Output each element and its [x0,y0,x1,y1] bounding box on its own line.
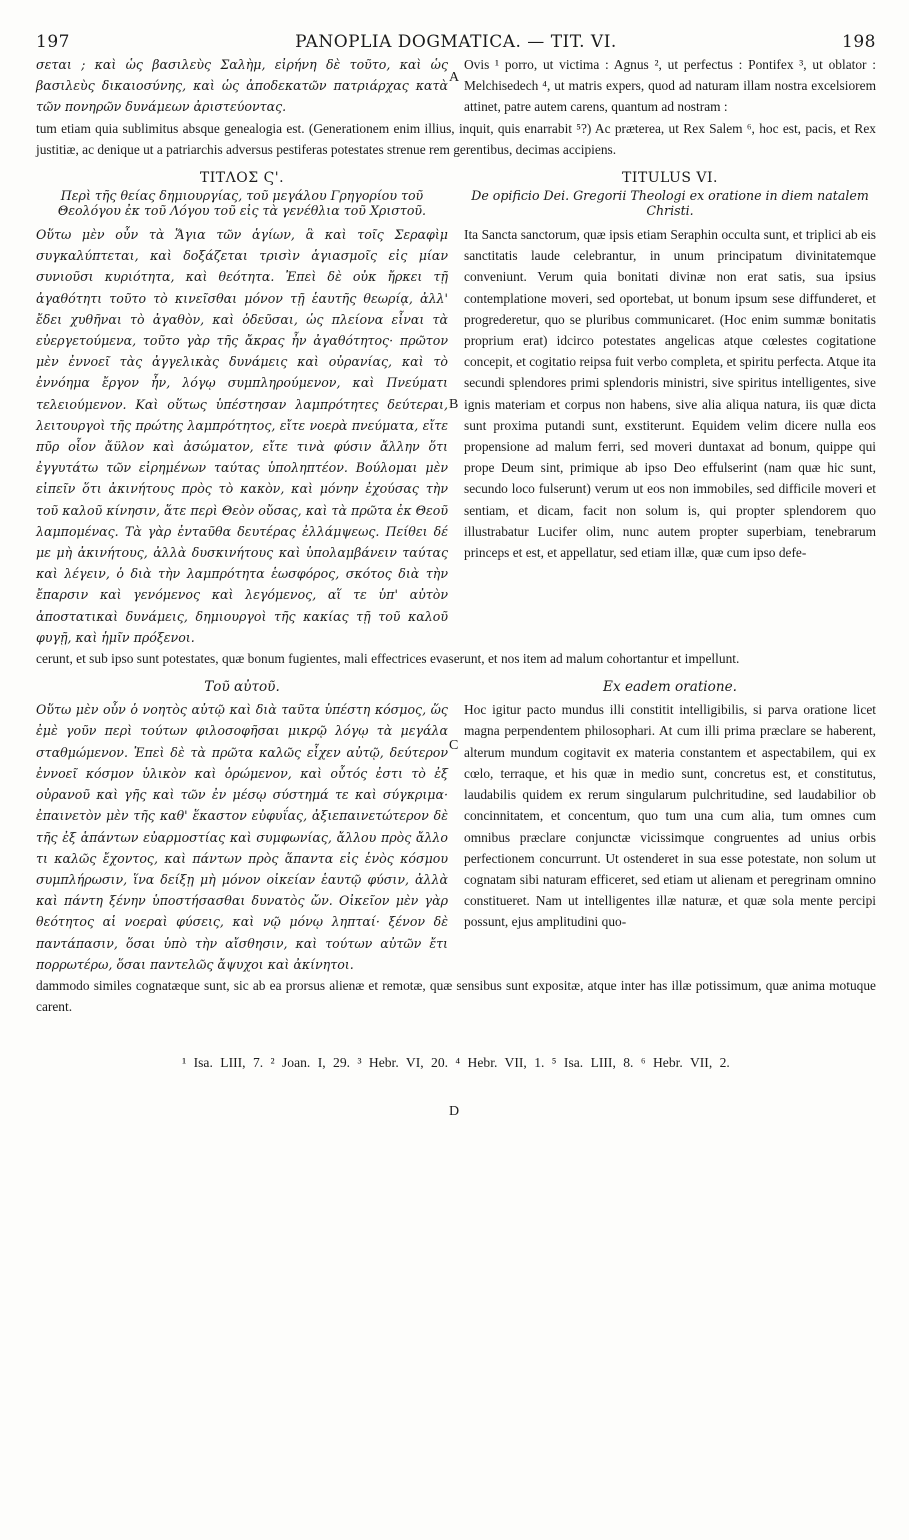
greek-column-2 [36,669,448,975]
latin-text-2: Hoc igitur pacto mundus illi constitit intelligibilis, si parva oratione licet magna perpendentem philosophari. At cum illi prima præclare se haberent, alterum mundum cogitavit ex materia constantem et aspectabilem, qui ex cœlo, terraque, et his quæ in medio sunt, concretus est, et constitutus, laudabilis quidem ex rerum singularum pulchritudine, sed laudabilior ob concinnitatem, et concentum, quo tum una cum alia, tum omnes cum omnibus præclare conjunctæ vicissimque congruentes ad unius orbis perfectionem concurrunt. Ut ostenderet in sua esse potestate, non solum ut cognatam sibi naturam efficeret, sed etiam ut alienam et peregrinam omnino constitueret. Nam ut intelligentes illæ naturæ, et quæ sola mente percipi possunt, ejus amplitudini quo- [464,702,876,930]
latin-column-1 [464,160,876,648]
page-number-left: 197 [36,32,70,52]
section2-columns [36,669,876,975]
greek-title-2: Τοῦ αὐτοῦ. [204,679,280,696]
latin-column-2 [464,669,876,975]
greek-text-2: Οὕτω μὲν οὖν ὁ νοητὸς αὐτῷ καὶ διὰ ταῦτα ὑπέστη κόσμος, ὥς ἐμὲ γοῦν περὶ τούτων φιλοσοφῆσαι μικρῷ λόγῳ τὰ μεγάλα σταθμώμενον. Ἐπεὶ δὲ τὰ πρῶτα καλῶς εἶχεν αὐτῷ, δεύτερον ἐννοεῖ κόσμον ὑλικὸν καὶ ὁρώμενον, καὶ οὗτός ἐστι τὸ ἐξ οὐρανοῦ καὶ γῆς καὶ τῶν ἐν μέσῳ σύστημά τε καὶ σύγκριμα· ἐπαινετὸν μὲν τῆς καθ' ἕκαστον εὐφυΐας, ἀξιεπαινετώτερον δὲ τῆς ἐξ ἁπάντων εὐαρμοστίας καὶ συμφωνίας, ἄλλου πρὸς ἄλλο τι καλῶς ἔχοντος, καὶ πάντων πρὸς ἅπαντα εἰς ἑνὸς κόσμου συμπλήρωσιν, ἵνα δείξῃ μὴ μόνον οἰκείαν ἑαυτῷ φύσιν, ἀλλὰ καὶ πάντη ξένην ὑποστήσασθαι δυνατὸς ὤν. Οἰκεῖον μὲν γὰρ θεότητος αἱ νοεραὶ φύσεις, καὶ νῷ μόνῳ ληπταί· ξένον δὲ παντάπασιν, ὅσαι ὑπὸ τὴν αἴσθησιν, καὶ τούτων αὐτῶν ἔτι πορρωτέρω, ὅσαι παντελῶς ἄψυχοι καὶ ἀκίνητοι. [36,702,448,972]
latin-continuation-2: dammodo similes cognatæque sunt, sic ab ea prorsus alienæ et remotæ, quæ sensibus sunt expositæ, atque inter has illæ potissimum, quæ anima motuque carent. [36,977,876,1015]
latin-continuation-top: tum etiam quia sublimitus absque genealogia est. (Generationem enim illius, inquit, quis enarrabit ⁵?) Ac præterea, ut Rex Salem ⁶, hoc est, pacis, et Rex justitiæ, ac denique ut a patriarchis adversus pestiferas potestates strenue rem gerentibus, decimas accipiens. [36,120,876,157]
running-header [36,28,876,54]
margin-letter-d: D [449,1104,460,1119]
greek-column-1 [36,160,448,648]
page-number-right: 198 [842,32,876,52]
latin-subtitle: De opificio Dei. Gregorii Theologi ex oratione in diem natalem Christi. [471,188,869,219]
margin-letter-c: C [449,738,459,753]
latin-title-2: Ex eadem oratione. [603,679,737,696]
page [36,28,876,1071]
greek-text-top: σεται ; καὶ ὡς βασιλεὺς Σαλὴμ, εἰρήνη δὲ τοῦτο, καὶ ὡς βασιλεὺς δικαιοσύνης, καὶ ὡς ἀποδεκατῶν πατριάρχας κατὰ τῶν πονηρῶν δυνάμεων ἀριστεύοντας. [36,57,448,115]
running-title: PANOPLIA DOGMATICA. — TIT. VI. [295,32,617,52]
margin-letter-a: A [449,70,460,85]
margin-letter-b: B [449,397,459,412]
latin-text-1: Ita Sancta sanctorum, quæ ipsis etiam Seraphin occulta sunt, et triplici ab eis sanctitatis laude celebrantur, in unum principatum divinitatemque conveniunt. Verum quia bonitati divinæ non erat satis, sua ipsius contemplatione moveri, sed oportebat, ut bonum ipsum sese diffunderet, et progrederetur, quo se pluribus communicaret. (Hoc enim summæ bonitatis proprium erat) idcirco potestates angelicas atque cœlestes cogitatione concepit, et cogitatio reipsa fuit verbo completa, et spiritu perfecta. Atque ita secundi splendores primi splendoris ministri, sive spiritus intelligentes, sive ignis materiam et corpus non habens, sive alia aliqua natura, iis quæ dicta sunt proxima putandi sunt, exstiterunt. Equidem velim dicere nulla eos propensione ad malum ferri, sed moveri duntaxat ad bonum, quippe qui prope Deum sint, primique ab ipso Deo effulserint (nam quæ hic sunt, secundo loco fulserunt) verum ut eos non immobiles, sed difficile moveri et sentiam, et dicam, facit non solum is, qui propter splendorem quo illustrabatur Lucifer olim, nunc autem propter superbiam, tenebrarum princeps et est, et appellatur, sed etiam illæ, quæ cum ipso defe- [464,227,876,561]
greek-subtitle: Περὶ τῆς θείας δημιουργίας, τοῦ μεγάλου Γρηγορίου τοῦ Θεολόγου ἐκ τοῦ Λόγου τοῦ εἰς τὰ γενέθλια τοῦ Χριστοῦ. [57,188,427,219]
latin-text-top: Ovis ¹ porro, ut victima : Agnus ², ut perfectus : Pontifex ³, ut oblator : Melchisedech ⁴, ut matris expers, quod ad naturam illam nostra excelsiorem attinet, patre autem carens, quantum ad nostram : [464,57,876,115]
greek-title: ΤΙΤΛΟΣ Ϛ'. [199,170,285,187]
latin-title: TITULUS VI. [622,170,718,187]
greek-text-1: Οὕτω μὲν οὖν τὰ Ἅγια τῶν ἁγίων, ἃ καὶ τοῖς Σεραφὶμ συγκαλύπτεται, καὶ δοξάζεται τρισὶν ἁγιασμοῖς εἰς μίαν συνιοῦσι κυριότητα, καὶ θεότητα. Ἐπεὶ δὲ οὐκ ἤρκει τῇ ἀγαθότητι τοῦτο τὸ κινεῖσθαι μόνον τῇ ἑαυτῆς θεωρίᾳ, ἀλλ' ἔδει χυθῆναι τὸ ἀγαθὸν, καὶ ὁδεῦσαι, ὡς πλείονα εἶναι τὰ εὐεργετούμενα, τοῦτο γὰρ τῆς ἄκρας ἦν ἀγαθότητος· πρῶτον μὲν ἐννοεῖ τὰς ἀγγελικὰς δυνάμεις καὶ οὐρανίας, καὶ τὸ ἐννόημα ἔργον ἦν, λόγῳ συμπληρούμενον, καὶ Πνεύματι τελειούμενον. Καὶ οὕτως ὑπέστησαν λαμπρότητες δεύτεραι, λειτουργοὶ τῆς πρώτης λαμπρότητος, εἴτε νοερὰ πνεύματα, εἴτε πῦρ οἷον ἄϋλον καὶ ἀσώματον, εἴτε τινὰ φύσιν ἄλλην ὅτι ἐγγυτάτω τῶν εἰρημένων ταύτας ὑποληπτέον. Βούλομαι μὲν εἰπεῖν ὅτι ἀκινήτους πρὸς τὸ κακὸν, καὶ μόνην ἐχούσας τὴν τοῦ καλοῦ κίνησιν, ἅτε περὶ Θεὸν οὔσας, καὶ τὰ πρῶτα ἐκ Θεοῦ λαμπομένας. Τὰ γὰρ ἐνταῦθα δευτέρας ἐλλάμψεως. Πείθει δέ με μὴ ἀκινήτους, ἀλλὰ δυσκινήτους καὶ ὑπολαμβάνειν ταύτας καὶ λέγειν, ὁ διὰ τὴν λαμπρότητα ἑωσφόρος, σκότος διὰ τὴν ἔπαρσιν καὶ γενόμενος καὶ λεγόμενος, αἵ τε ὑπ' αὐτὸν ἀποστατικαὶ δυνάμεις, δημιουργοὶ τῆς κακίας τῇ τοῦ καλοῦ φυγῇ, καὶ ἡμῖν πρόξενοι. [36,227,448,645]
footnotes: ¹ Isa. LIII, 7. ² Joan. I, 29. ³ Hebr. VI, 20. ⁴ Hebr. VII, 1. ⁵ Isa. LIII, 8. ⁶ Hebr. VII, 2. [182,1055,730,1071]
latin-continuation-1: cerunt, et sub ipso sunt potestates, quæ bonum fugientes, mali effectrices evaserunt, et nos item ad malum cohortantur et impellunt. [36,651,740,667]
